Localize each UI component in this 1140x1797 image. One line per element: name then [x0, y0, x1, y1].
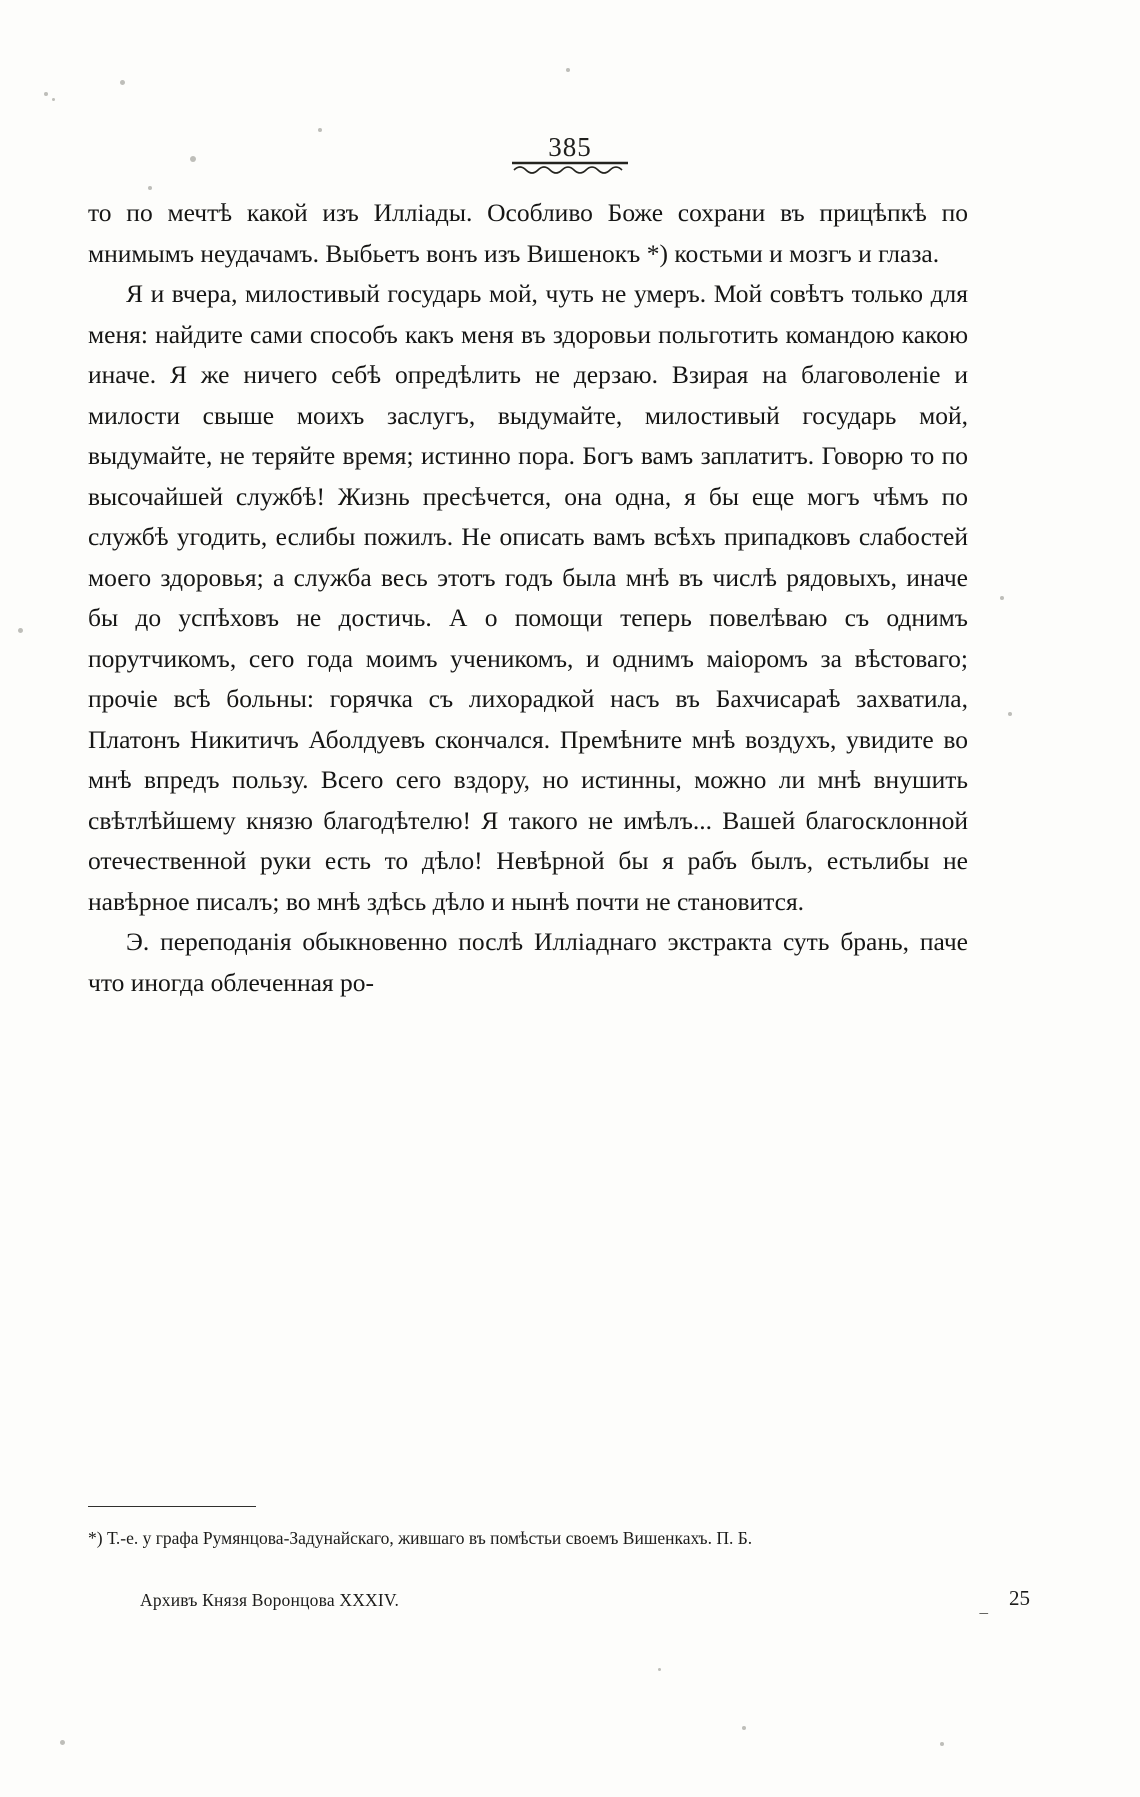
- scan-speck: [44, 92, 48, 96]
- page-number: 385: [548, 132, 592, 162]
- paragraph: Э. переподанiя обыкновенно послѣ Иллiаднаго экстракта суть брань, паче что иногда облеченная ро-: [88, 927, 968, 997]
- scan-speck: [18, 628, 23, 633]
- scan-speck: [742, 1726, 746, 1730]
- footnote-divider: [88, 1506, 256, 1507]
- scan-speck: [60, 1740, 65, 1745]
- footnote: *) Т.-е. у графа Румянцова-Задунайскаго, жившаго въ помѣстьи своемъ Вишенкахъ. П. Б.: [88, 1528, 753, 1548]
- paragraph: Я и вчера, милостивый государь мой, чуть не умеръ. Мой совѣтъ только для меня: найдите сами способъ какъ меня въ здоровьи польготить командою какою иначе. Я же ничего себѣ опредѣлить не дерзаю. Взирая на благоволенiе и милости свыше моихъ заслугъ, выдумайте, милостивый государь мой, выдумайте, не теряйте время; истинно пора. Богъ вамъ заплатитъ. Говорю то по высочайшей службѣ! Жизнь пресѣчется, она одна, я бы еще могъ чѣмъ по службѣ угодить, еслибы пожилъ. Не описать вамъ всѣхъ припадковъ слабостей моего здоровья; а служба весь этотъ годъ была мнѣ въ числѣ рядовыхъ, иначе бы до успѣховъ не достичь. А о помощи теперь повелѣваю съ однимъ порутчикомъ, сего года моимъ ученикомъ, и однимъ маiоромъ за вѣстоваго; прочiе всѣ больны: горячка съ лихорадкой насъ въ Бахчисараѣ захватила, Платонъ Никитичъ Аболдуевъ скончался. Премѣните мнѣ воздухъ, увидите во мнѣ впредъ пользу. Всего сего вздору, но истинны, можно ли мнѣ внушить свѣтлѣйшему князю благодѣтелю! Я такого не имѣлъ... Вашей благосклонной отечественной руки есть то дѣло! Невѣрной бы я рабъ былъ, естьлибы не навѣрное писалъ; во мнѣ здѣсь дѣло и нынѣ почти не становится.: [88, 279, 968, 916]
- ornamental-rule: [0, 158, 1140, 179]
- paragraph: то по мечтѣ какой изъ Иллiады. Особливо Боже сохрани въ прицѣпкѣ по мнимымъ неудачамъ. Выбьетъ вонъ изъ Вишенокъ *) костьми и мозгъ и глаза.: [88, 198, 968, 268]
- series-title: Архивъ Князя Воронцова XXXIV.: [140, 1590, 400, 1610]
- scan-speck: [566, 68, 570, 72]
- scan-speck: [52, 98, 55, 101]
- scan-speck: [1008, 712, 1012, 716]
- scan-speck: [658, 1668, 661, 1671]
- scan-speck: [148, 186, 152, 190]
- scan-speck: [940, 1742, 944, 1746]
- scan-speck: [120, 80, 125, 85]
- signature-number: 25: [1009, 1586, 1030, 1610]
- scan-speck: [1000, 596, 1004, 600]
- signature-dash: _: [979, 1597, 988, 1616]
- body-text: [88, 193, 968, 1003]
